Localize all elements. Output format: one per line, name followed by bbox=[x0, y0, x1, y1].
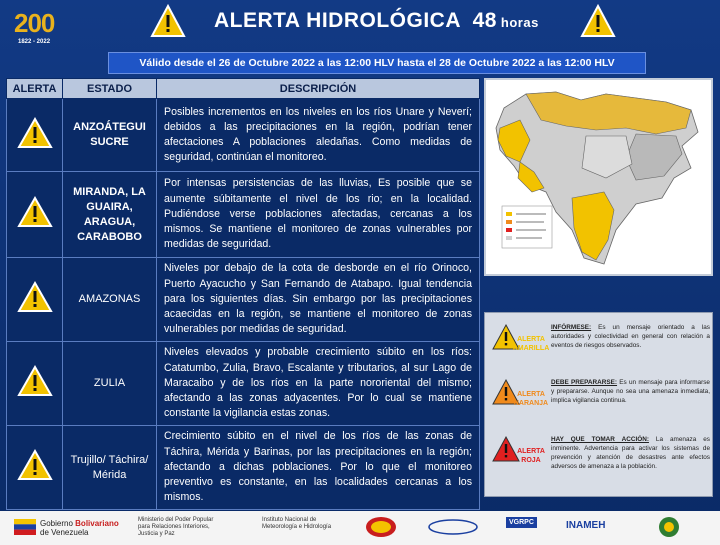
table-row bbox=[7, 426, 480, 510]
table-row bbox=[7, 258, 480, 342]
state-name: ANZOÁTEGUI SUCRE bbox=[63, 99, 157, 172]
logo-years: 1822 - 2022 bbox=[18, 39, 51, 45]
legend-heading: INFÓRMESE: bbox=[551, 324, 592, 331]
footer-logos bbox=[0, 511, 720, 545]
state-description: Posibles incrementos en los niveles en los ríos Unare y Neverí; debidos a las precipitaciones en la región, podrían tener afectaciones A poblaciones aledañas. Como medidas de seguridad, continúan el monitoreo. bbox=[157, 99, 480, 172]
seal-icon bbox=[656, 516, 682, 538]
warning-icon bbox=[17, 117, 53, 149]
alert-legend bbox=[484, 312, 713, 497]
warning-icon bbox=[17, 196, 53, 228]
ministry-name: Ministerio del Poder Popular para Relaciones Interiores, Justicia y Paz bbox=[138, 517, 214, 537]
legend-item-red bbox=[491, 435, 710, 479]
venezuela-alert-map bbox=[484, 78, 713, 276]
title-main: ALERTA HIDROLÓGICA bbox=[214, 9, 461, 32]
alert-level-cell bbox=[7, 426, 63, 510]
gov-text-b: Bolivariano bbox=[75, 519, 119, 528]
legend-text: Es un mensaje orientado a las autoridades y colectividad en general con relación a eventos de riesgos observados. bbox=[551, 324, 710, 349]
emblem-icon bbox=[364, 516, 398, 538]
validity-banner: Válido desde el 26 de Octubre 2022 a las 12:00 HLV hasta el 28 de Octubre 2022 a las 12:00 HLV bbox=[108, 52, 646, 74]
vgrpc-logo: VGRPC bbox=[506, 517, 537, 528]
state-name: AMAZONAS bbox=[63, 258, 157, 342]
alert-level-cell bbox=[7, 258, 63, 342]
inameh-logo: INAMEH bbox=[566, 520, 606, 531]
state-name: MIRANDA, LA GUAIRA, ARAGUA, CARABOBO bbox=[63, 172, 157, 258]
warning-icon bbox=[17, 365, 53, 397]
table-row bbox=[7, 99, 480, 172]
legend-text: Es un mensaje para informarse y prepararse. Aunque no sea una amenaza inmediata, implica vigilancia continua. bbox=[551, 379, 710, 404]
ministry-seal-icon bbox=[428, 519, 478, 535]
state-description: Niveles elevados y probable crecimiento súbito en los ríos: Catatumbo, Zulia, Bravo, Escalante y tributarios, al sur Lago de Maracaibo y de los ríos en la parte nororiental del mismo; afectando a las zonas adyacentes. Por lo cual se mantiene constante la vigilancia estas zonas. bbox=[157, 342, 480, 426]
legend-text: La amenaza es inminente. Advertencia para activar los sistemas de prevención y atención de desastres ante efectos adversos de amenaza a la población. bbox=[551, 436, 711, 470]
warning-icon bbox=[17, 449, 53, 481]
venezuela-flag-icon bbox=[14, 519, 36, 535]
legend-item-orange bbox=[491, 378, 710, 422]
legend-item-yellow bbox=[491, 323, 710, 367]
state-description: Por intensas persistencias de las lluvias, Es posible que se aumente súbitamente el nivel de los rio; en la localidad. Pudiéndose verse poblaciones afectadas, cercanas a los mismos. Se mantiene el monitoreo de zonas vulnerables por medidas de seguridad. bbox=[157, 172, 480, 258]
table-row bbox=[7, 342, 480, 426]
warning-icon bbox=[17, 281, 53, 313]
state-name: Trujillo/ Táchira/ Mérida bbox=[63, 426, 157, 510]
state-description: Crecimiento súbito en el nivel de los ríos de las zonas de Táchira, Mérida y Barinas, por las precipitaciones en la región; afectando a dichas poblaciones. Por lo que el monitoreo preventivo es constante, en las localidades cercanas a los mismos. bbox=[157, 426, 480, 510]
legend-tag: ALERTA AMARILLA bbox=[512, 336, 550, 352]
legend-tag: ALERTA NARANJA bbox=[513, 391, 549, 407]
title-unit: horas bbox=[500, 15, 539, 30]
legend-heading: DEBE PREPARARSE: bbox=[551, 379, 618, 386]
warning-icon bbox=[150, 4, 186, 38]
header bbox=[0, 0, 720, 45]
alert-level-cell bbox=[7, 172, 63, 258]
state-description: Niveles por debajo de la cota de desborde en el río Orinoco, Puerto Ayacucho y San Fernando de Atabapo. Igual tendencia para los siguientes días. Sin embargo por las precipitaciones acaecidas en la región, se mantiene el monitoreo de zonas vulnerables por medidas de seguridad. bbox=[157, 258, 480, 342]
alert-level-cell bbox=[7, 99, 63, 172]
legend-tag: ALERTA ROJA bbox=[517, 448, 545, 464]
header-descripcion: DESCRIPCIÓN bbox=[157, 79, 480, 99]
warning-icon bbox=[580, 4, 616, 38]
header-estado: ESTADO bbox=[63, 79, 157, 99]
page-title bbox=[214, 9, 539, 33]
table-row bbox=[7, 172, 480, 258]
table-header-row bbox=[7, 79, 480, 99]
gov-text-a: Gobierno bbox=[40, 519, 73, 528]
government-logo bbox=[40, 519, 119, 537]
alerts-table bbox=[6, 78, 480, 510]
header-alerta: ALERTA bbox=[7, 79, 63, 99]
gov-text-c: de Venezuela bbox=[40, 528, 89, 537]
legend-heading: HAY QUE TOMAR ACCIÓN: bbox=[551, 436, 649, 443]
logo-number: 200 bbox=[14, 8, 55, 38]
title-hours: 48 bbox=[472, 9, 497, 32]
map-graphic bbox=[486, 80, 711, 274]
institute-name: Instituto Nacional de Meteorología e Hidrología bbox=[262, 517, 332, 530]
alert-level-cell bbox=[7, 342, 63, 426]
bicentennial-logo bbox=[14, 8, 92, 50]
state-name: ZULIA bbox=[63, 342, 157, 426]
